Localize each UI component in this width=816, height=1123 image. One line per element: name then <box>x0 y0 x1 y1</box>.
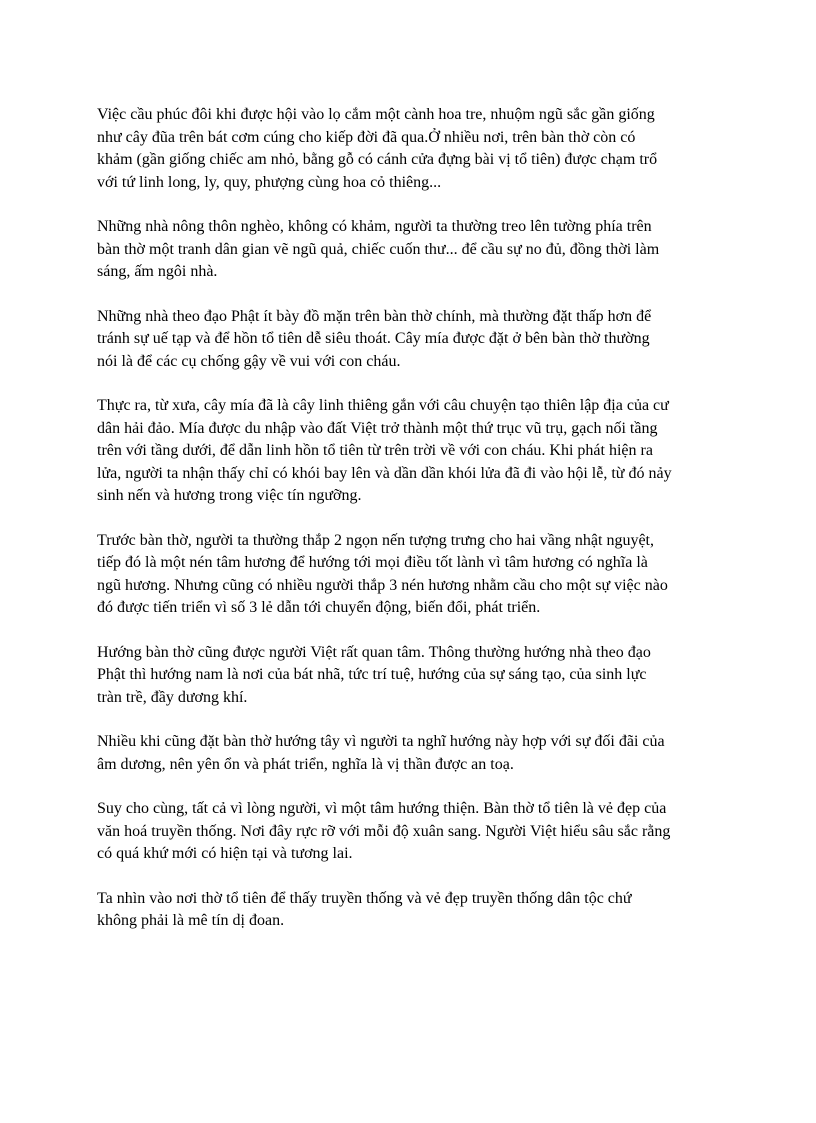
paragraph-9 <box>97 888 747 933</box>
text-line: bàn thờ một tranh dân gian vẽ ngũ quả, chiếc cuốn thư... để cầu sự no đủ, đồng thời làm <box>97 240 660 258</box>
paragraph-7 <box>97 731 747 776</box>
text-line: với tứ linh long, ly, quy, phượng cùng hoa cỏ thiêng... <box>97 173 442 191</box>
text-line: sinh nến và hương trong việc tín ngưỡng. <box>97 487 362 504</box>
text-line: khảm (gần giống chiếc am nhỏ, bằng gỗ có cánh cửa đựng bài vị tổ tiên) được chạm trổ <box>97 151 658 168</box>
text-line: Việc cầu phúc đôi khi được hội vào lọ cắm một cành hoa tre, nhuộm ngũ sắc gần giống <box>97 106 655 123</box>
paragraph-4 <box>97 395 747 508</box>
text-line: tràn trề, đầy dương khí. <box>97 688 248 706</box>
text-line: Nhiều khi cũng đặt bàn thờ hướng tây vì người ta nghĩ hướng này hợp với sự đối đãi của <box>97 733 665 750</box>
text-line: Những nhà theo đạo Phật ít bày đồ mặn trên bàn thờ chính, mà thường đặt thấp hơn để <box>97 307 652 325</box>
text-line: Những nhà nông thôn nghèo, không có khảm, người ta thường treo lên tường phía trên <box>97 218 652 235</box>
text-line: sáng, ấm ngôi nhà. <box>97 263 218 280</box>
text-line: lửa, người ta nhận thấy chỉ có khói bay lên và dần dần khói lửa đã đi vào hội lễ, từ đó nảy <box>97 464 672 482</box>
text-line: có quá khứ mới có hiện tại và tương lai. <box>97 845 353 862</box>
text-line: như cây đũa trên bát cơm cúng cho kiếp đời đã qua.Ở nhiều nơi, trên bàn thờ còn có <box>97 128 636 146</box>
text-line: tránh sự uế tạp và để hồn tổ tiên dễ siêu thoát. Cây mía được đặt ở bên bàn thờ thường <box>97 330 650 347</box>
paragraph-1 <box>97 104 747 194</box>
text-line: Thực ra, từ xưa, cây mía đã là cây linh thiêng gắn với câu chuyện tạo thiên lập địa của cư <box>97 397 669 414</box>
paragraph-6 <box>97 642 747 710</box>
text-line: dân hải đảo. Mía được du nhập vào đất Việt trở thành một thứ trục vũ trụ, gạch nối tầng <box>97 419 658 437</box>
text-line: không phải là mê tín dị đoan. <box>97 912 285 929</box>
text-line: văn hoá truyền thống. Nơi đây rực rỡ với mỗi độ xuân sang. Người Việt hiểu sâu sắc rằng <box>97 822 671 840</box>
text-line: Ta nhìn vào nơi thờ tổ tiên để thấy truyền thống và vẻ đẹp truyền thống dân tộc chứ <box>97 889 632 907</box>
paragraph-5 <box>97 530 747 620</box>
text-line: Hướng bàn thờ cũng được người Việt rất quan tâm. Thông thường hướng nhà theo đạo <box>97 643 651 661</box>
text-line: ngũ hương. Nhưng cũng có nhiều người thắp 3 nén hương nhằm cầu cho một sự việc nào <box>97 576 668 594</box>
paragraph-8 <box>97 798 747 866</box>
text-line: đó được tiến triển vì số 3 lẻ dẫn tới chuyển động, biến đổi, phát triển. <box>97 599 541 616</box>
text-line: Phật thì hướng nam là nơi của bát nhã, tức trí tuệ, hướng của sự sáng tạo, của sinh lực <box>97 666 647 683</box>
text-line: Suy cho cùng, tất cả vì lòng người, vì một tâm hướng thiện. Bàn thờ tổ tiên là vẻ đẹp của <box>97 800 667 817</box>
document-page <box>97 104 747 955</box>
paragraph-2 <box>97 216 747 284</box>
text-line: nói là để các cụ chống gậy về vui với con cháu. <box>97 352 401 370</box>
text-line: Trước bàn thờ, người ta thường thắp 2 ngọn nến tượng trưng cho hai vầng nhật nguyệt, <box>97 531 654 549</box>
text-line: tiếp đó là một nén tâm hương để hướng tới mọi điều tốt lành vì tâm hương có nghĩa là <box>97 554 648 571</box>
text-line: trên với tầng dưới, để dẫn linh hồn tổ tiên từ trên trời về với con cháu. Khi phát hiện ra <box>97 442 653 459</box>
text-line: âm dương, nên yên ổn và phát triển, nghĩa là vị thần được an toạ. <box>97 755 514 773</box>
paragraph-3 <box>97 306 747 374</box>
